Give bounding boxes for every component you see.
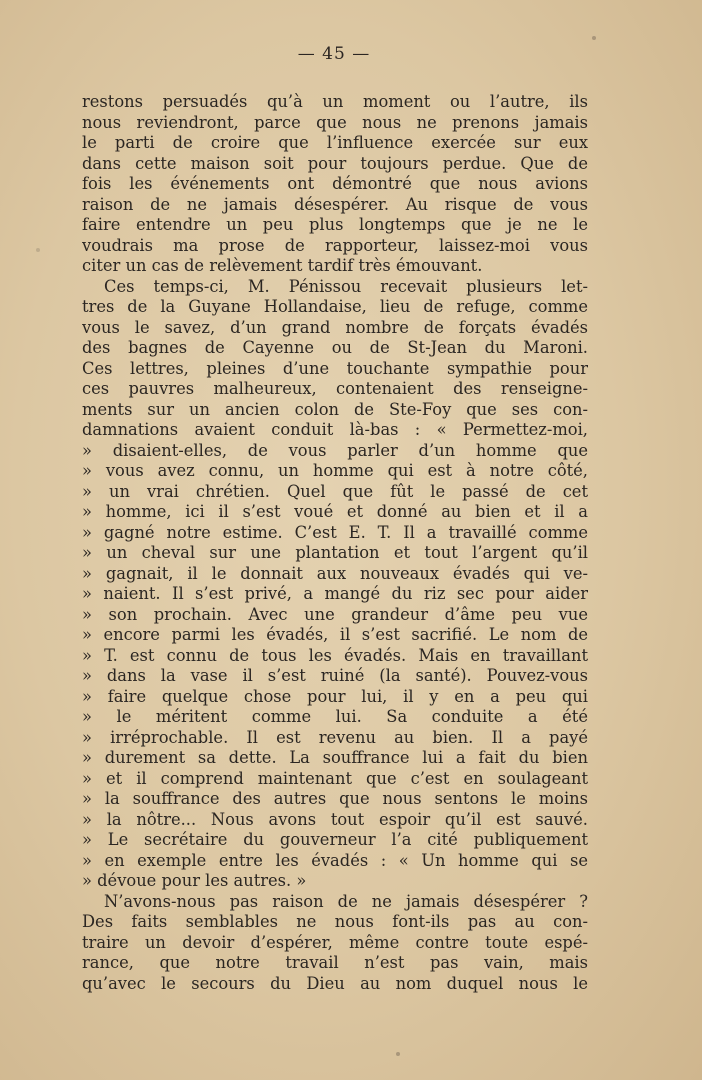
text-line: » durement sa dette. La souffrance lui a fait du bien: [82, 748, 588, 767]
text-line: citer un cas de relèvement tardif très émouvant.: [82, 256, 483, 275]
text-line: » son prochain. Avec une grandeur d’âme peu vue: [82, 604, 588, 624]
paper-speck: [36, 248, 40, 252]
text-line: » dans la vase il s’est ruiné (la santé). Pouvez-vous: [82, 666, 588, 685]
body-text: [82, 92, 588, 994]
paper-speck: [396, 1052, 400, 1056]
text-line: rance, que notre travail n’est pas vain, mais: [82, 953, 588, 972]
paper-speck: [592, 36, 596, 40]
text-line: dans cette maison soit pour toujours perdue. Que de: [82, 153, 588, 173]
text-line: » en exemple entre les évadés : « Un homme qui se: [82, 850, 588, 870]
text-line: raison de ne jamais désespérer. Au risque de vous: [82, 194, 588, 214]
text-line: » dévoue pour les autres. »: [82, 871, 307, 890]
text-line: » T. est connu de tous les évadés. Mais en travaillant: [82, 645, 588, 665]
text-line: des bagnes de Cayenne ou de St-Jean du Maroni.: [82, 338, 588, 357]
text-line: » Le secrétaire du gouverneur l’a cité publiquement: [82, 830, 588, 849]
text-line: Des faits semblables ne nous font-ils pas au con-: [82, 912, 588, 931]
text-line: » un cheval sur une plantation et tout l’argent qu’il: [82, 543, 588, 562]
text-line: ments sur un ancien colon de Ste-Foy que ses con-: [82, 399, 588, 419]
text-line: » irréprochable. Il est revenu au bien. Il a payé: [82, 727, 588, 747]
text-line: fois les événements ont démontré que nous avions: [82, 174, 588, 193]
text-line: » encore parmi les évadés, il s’est sacrifié. Le nom de: [82, 625, 588, 644]
text-line: » le méritent comme lui. Sa conduite a été: [82, 707, 588, 726]
text-line: ces pauvres malheureux, contenaient des renseigne-: [82, 379, 588, 398]
text-line: » gagné notre estime. C’est E. T. Il a travaillé comme: [82, 522, 588, 542]
text-line: N’avons-nous pas raison de ne jamais désespérer ?: [104, 891, 588, 911]
text-line: qu’avec le secours du Dieu au nom duquel nous le: [82, 973, 588, 993]
text-line: restons persuadés qu’à un moment ou l’autre, ils: [82, 92, 588, 111]
text-line: Ces lettres, pleines d’une touchante sympathie pour: [82, 358, 588, 378]
text-line: » un vrai chrétien. Quel que fût le passé de cet: [82, 481, 588, 501]
text-line: » faire quelque chose pour lui, il y en a peu qui: [82, 686, 588, 706]
text-line: damnations avaient conduit là-bas : « Permettez-moi,: [82, 420, 588, 439]
text-line: faire entendre un peu plus longtemps que je ne le: [82, 215, 588, 234]
text-line: » vous avez connu, un homme qui est à notre côté,: [82, 461, 588, 480]
text-line: voudrais ma prose de rapporteur, laissez-moi vous: [82, 235, 588, 255]
text-line: » naient. Il s’est privé, a mangé du riz sec pour aider: [82, 584, 588, 603]
text-line: » disaient-elles, de vous parler d’un homme que: [82, 440, 588, 460]
text-line: traire un devoir d’espérer, même contre toute espé-: [82, 932, 588, 952]
text-line: tres de la Guyane Hollandaise, lieu de refuge, comme: [82, 297, 588, 316]
text-line: » homme, ici il s’est voué et donné au bien et il a: [82, 502, 588, 521]
text-line: » la nôtre... Nous avons tout espoir qu’il est sauvé.: [82, 809, 588, 829]
text-line: vous le savez, d’un grand nombre de forçats évadés: [82, 317, 588, 337]
text-line: Ces temps-ci, M. Pénissou recevait plusieurs let-: [104, 276, 588, 296]
text-line: nous reviendront, parce que nous ne prenons jamais: [82, 112, 588, 132]
text-line: » et il comprend maintenant que c’est en soulageant: [82, 768, 588, 788]
text-line: » gagnait, il le donnait aux nouveaux évadés qui ve-: [82, 563, 588, 583]
text-line: » la souffrance des autres que nous sentons le moins: [82, 789, 588, 808]
text-line: le parti de croire que l’influence exercée sur eux: [82, 133, 588, 152]
page-number: — 45 —: [297, 44, 371, 64]
